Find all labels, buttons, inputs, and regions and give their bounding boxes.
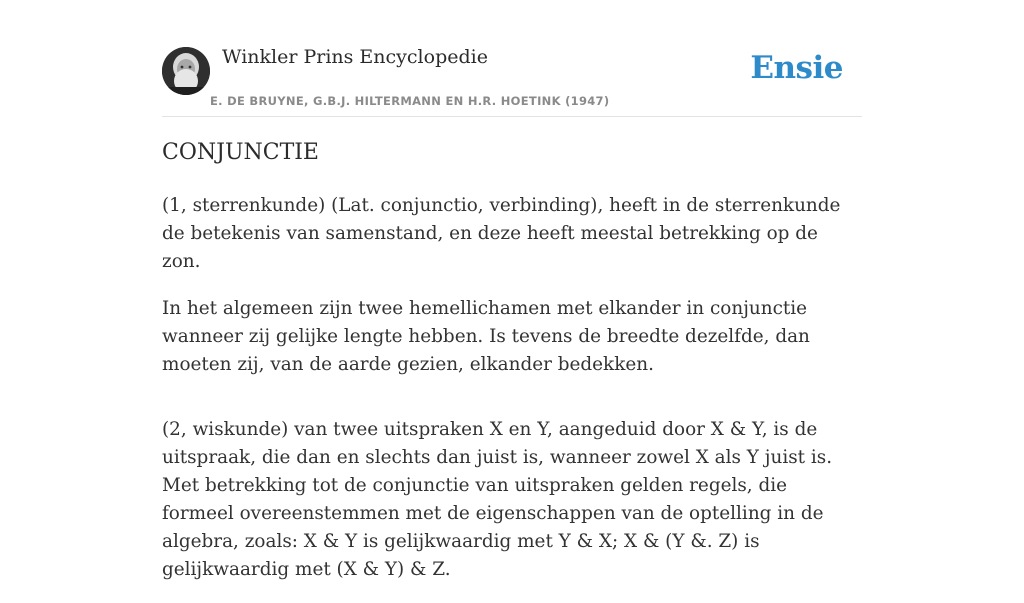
page [162, 0, 862, 580]
header [162, 0, 862, 117]
authors-byline: E. DE BRUYNE, G.B.J. HILTERMANN EN H.R. HOETINK (1947) [210, 94, 610, 108]
portrait-avatar-icon[interactable] [162, 47, 210, 95]
brand-logo[interactable]: Ensie [750, 50, 843, 86]
article-title: CONJUNCTIE [162, 140, 319, 165]
article-body [162, 192, 862, 603]
paragraph: (1, sterrenkunde) (Lat. conjunctio, verbinding), heeft in de sterrenkunde de betekenis van samenstand, en deze heeft meestal betrekking op de zon. [162, 195, 841, 272]
paragraph: In het algemeen zijn twee hemellichamen met elkander in conjunctie wanneer zij gelijke lengte hebben. Is tevens de breedte dezelfde, dan moeten zij, van de aarde gezien, elkander bedekken. [162, 298, 810, 375]
site-title[interactable]: Winkler Prins Encyclopedie [222, 46, 488, 68]
paragraph: (2, wiskunde) van twee uitspraken X en Y, aangeduid door X & Y, is de uitspraak, die dan en slechts dan juist is, wanneer zowel X als Y juist is. Met betrekking tot de conjunctie van uitspraken gelden regels, die formeel overeenstemmen met de eigenschappen van de optelling in de algebra, zoals: X & Y is gelijkwaardig met Y & X; X & (Y &. Z) is gelijkwaardig met (X & Y) & Z. [162, 419, 833, 580]
